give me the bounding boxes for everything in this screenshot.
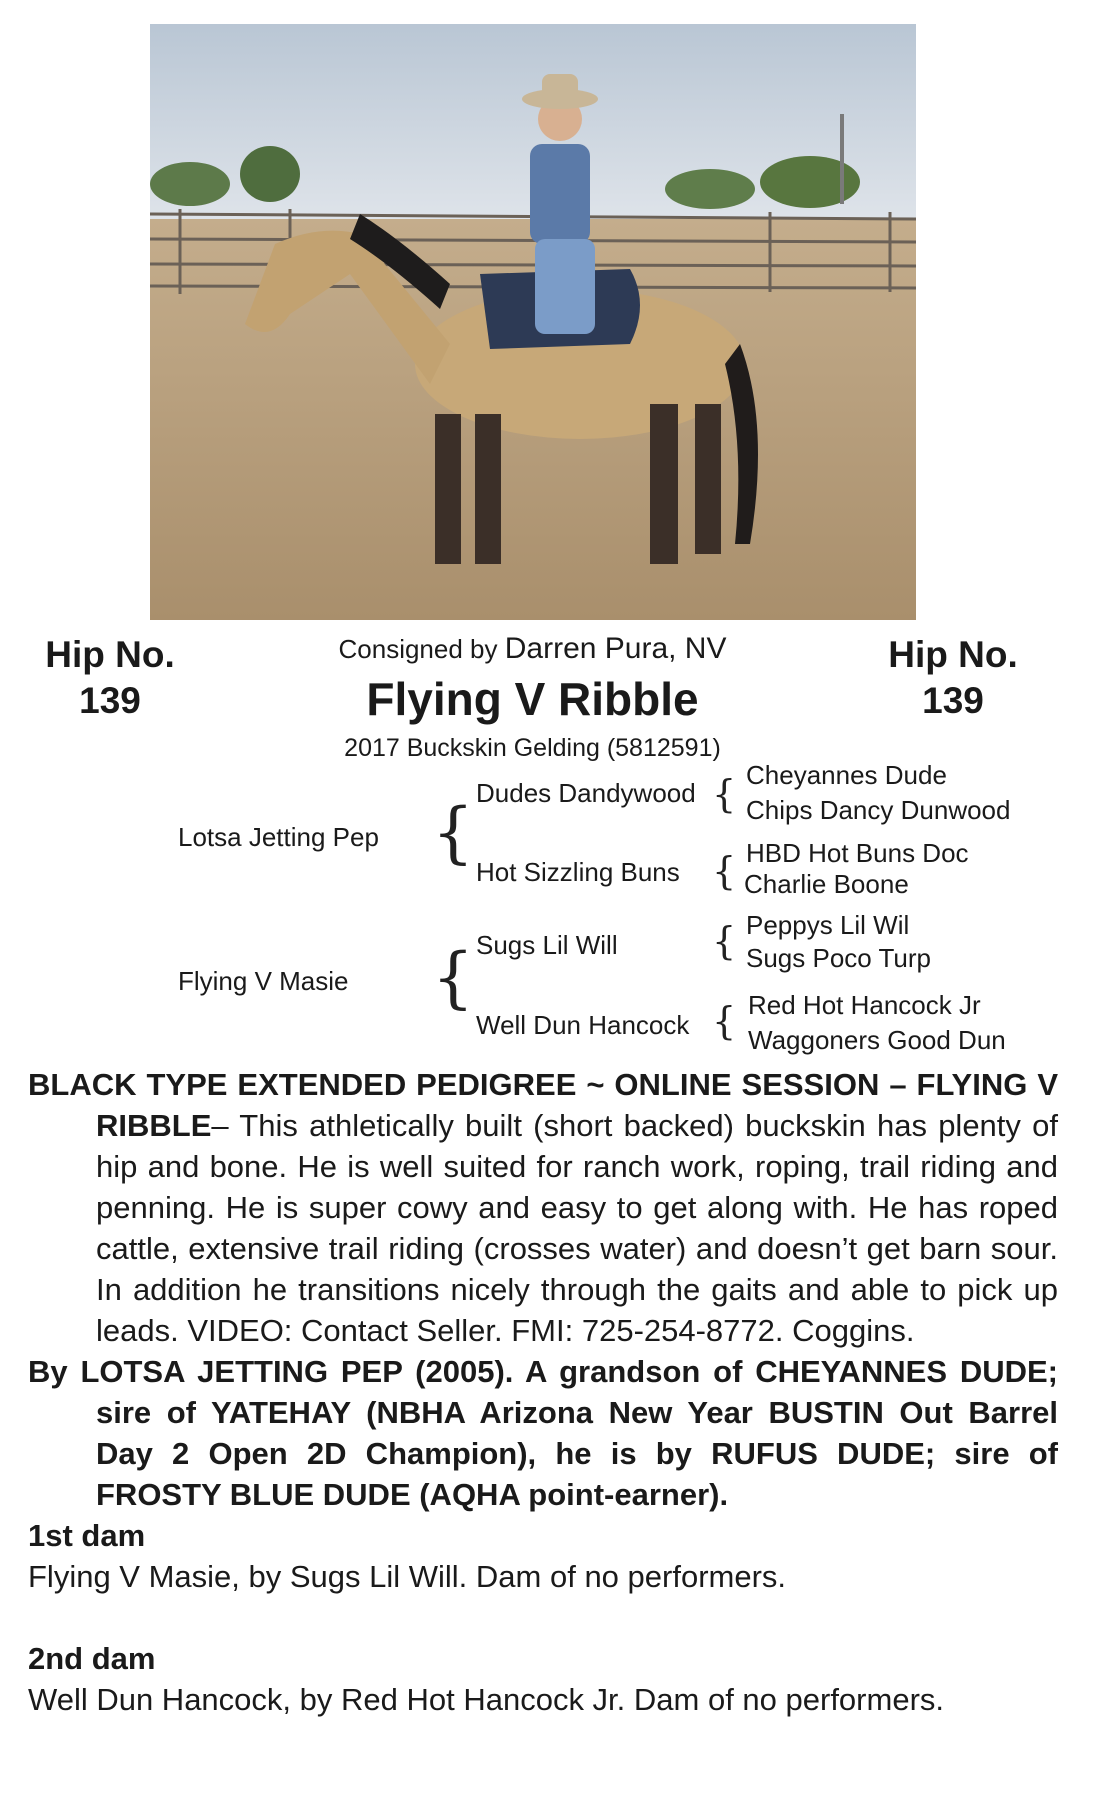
second-dam-heading: 2nd dam: [28, 1641, 156, 1676]
pedigree-dam-dam-dam: Waggoners Good Dun: [748, 1025, 1006, 1055]
horse-description: 2017 Buckskin Gelding (5812591): [344, 734, 721, 762]
hip-number-right: [873, 632, 1033, 724]
brace-dam-dam: {: [712, 999, 737, 1043]
pedigree-sire-sire-dam: Chips Dancy Dunwood: [746, 795, 1011, 825]
intro-bold: BLACK TYPE EXTENDED PEDIGREE ~ ONLINE SESSION – FLYING V RIBBLE: [28, 1067, 1058, 1143]
pedigree-sire-dam-dam: Charlie Boone: [744, 869, 909, 899]
hip-value-left: 139: [79, 680, 141, 721]
second-dam-text: Well Dun Hancock, by Red Hot Hancock Jr. Dam of no performers.: [28, 1682, 944, 1717]
pedigree-sire-dam-sire: HBD Hot Buns Doc: [746, 838, 969, 868]
sire-paragraph: By LOTSA JETTING PEP (2005). A grandson of CHEYANNES DUDE; sire of YATEHAY (NBHA Arizona New Year BUSTIN Out Barrel Day 2 Open 2D Champion), he is by RUFUS DUDE; sire of FROSTY BLUE DUDE (AQHA point-earner).: [28, 1354, 1058, 1512]
brace-sire-dam: {: [712, 849, 737, 893]
horse-photo: [150, 24, 916, 620]
consigned-by: [300, 632, 765, 666]
consignor-name: Darren Pura, NV: [504, 632, 727, 665]
spacer: [28, 1597, 1058, 1638]
first-dam-heading: 1st dam: [28, 1518, 146, 1553]
brace-sire-sire: {: [712, 772, 737, 816]
hip-label-right: Hip No.: [888, 634, 1018, 675]
pedigree-sire-dam: Hot Sizzling Buns: [476, 857, 680, 887]
pedigree-dam-dam: Well Dun Hancock: [476, 1010, 690, 1040]
hip-value-right: 139: [922, 680, 984, 721]
pedigree-dam: Flying V Masie: [178, 966, 349, 996]
pedigree-dam-dam-sire: Red Hot Hancock Jr: [748, 990, 981, 1020]
hip-number-left: [30, 632, 190, 724]
pedigree-dam-sire-sire: Peppys Lil Wil: [746, 910, 910, 940]
hip-label-left: Hip No.: [45, 634, 175, 675]
brace-sire: {: [432, 794, 474, 871]
brace-dam-sire: {: [712, 919, 737, 963]
pedigree-dam-sire: Sugs Lil Will: [476, 930, 618, 960]
horse-and-rider-image: [150, 24, 916, 620]
first-dam-text: Flying V Masie, by Sugs Lil Will. Dam of no performers.: [28, 1559, 787, 1594]
pedigree-sire-sire-sire: Cheyannes Dude: [746, 760, 947, 790]
pedigree-sire: Lotsa Jetting Pep: [178, 822, 379, 852]
pedigree-sire-sire: Dudes Dandywood: [476, 778, 696, 808]
horse-name: Flying V Ribble: [366, 673, 699, 725]
intro-text: – This athletically built (short backed) buckskin has plenty of hip and bone. He is well suited for ranch work, roping, trail riding and penning. He is super cowy and easy to get along with. He has roped cattle, extensive trail riding (crosses water) and doesn’t get barn sour. In addition he transitions nicely through the gaits and able to pick up leads. VIDEO: Contact Seller. FMI: 725-254-8772. Coggins.: [96, 1108, 1058, 1348]
intro-paragraph: [28, 1064, 1058, 1351]
brace-dam: {: [432, 939, 474, 1016]
pedigree-dam-sire-dam: Sugs Poco Turp: [746, 943, 931, 973]
catalog-description: [28, 1064, 1058, 1720]
consigned-label: Consigned by: [338, 634, 498, 664]
